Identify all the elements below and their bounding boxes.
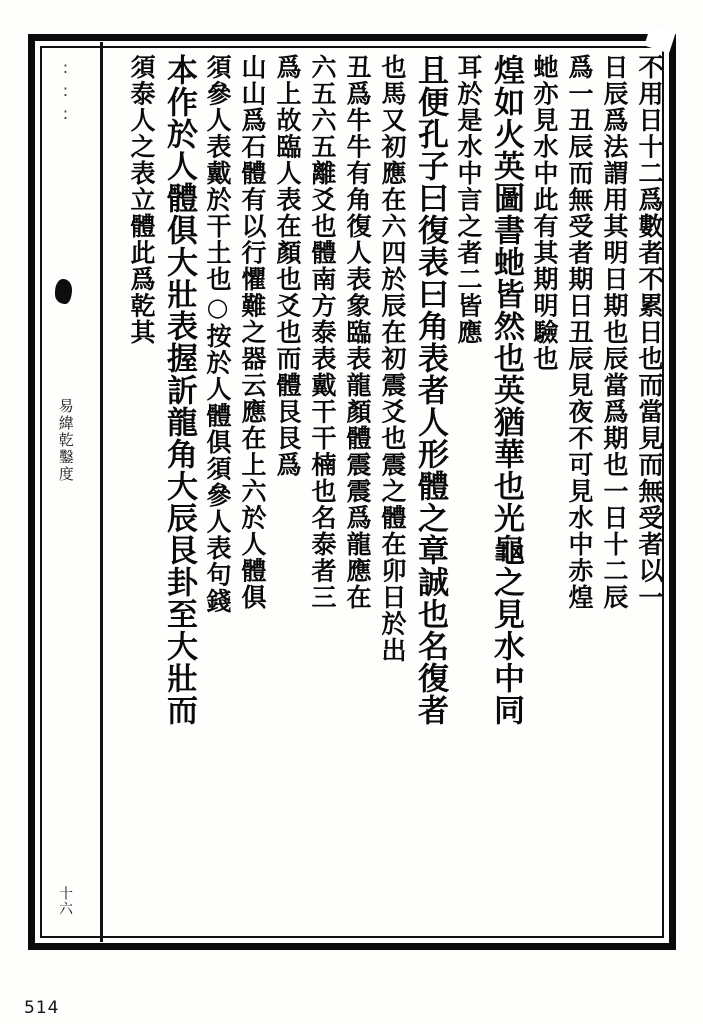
printed-page-number: 514 <box>24 998 60 1018</box>
text-column: 也馬又初應在六四於辰在初震爻也震之體在卯日於出 <box>378 54 407 664</box>
text-column: 不用日十二爲數者不累日也而當見而無受者以一 <box>635 54 664 611</box>
text-column: 丑爲牛牛有角復人表象臨表龍顏體震震爲龍應在 <box>343 54 372 611</box>
column-divider-rule <box>100 42 103 942</box>
text-column: 耳於是水中言之者二皆應 <box>454 54 483 346</box>
main-text-block <box>106 46 668 938</box>
ink-blot-mark <box>55 279 72 304</box>
text-column: 爲上故臨人表在顏也爻也而體艮艮爲 <box>273 54 302 478</box>
text-column: 日辰爲法謂用其明日期也辰當爲期也一日十二辰 <box>600 54 629 611</box>
text-column: 須泰人之表立體此爲乾其 <box>127 54 156 346</box>
text-column: 虵亦見水中此有其期明驗也 <box>530 54 559 372</box>
book-side-title: 易緯乾鑿度 <box>56 398 75 483</box>
margin-dot-marks: ∶∶∶ <box>55 60 76 129</box>
left-margin-column <box>36 46 94 938</box>
text-column: 須參人表戴於干土也○按於人體俱須參人表句錢 <box>203 54 232 615</box>
text-column: 且便孔子曰復表曰角表者人形體之章誠也名復者 <box>412 54 448 726</box>
text-column: 六五六五離爻也體南方泰表戴干干楠也名泰者三 <box>308 54 337 611</box>
text-column: 山山爲石體有以行懼難之器云應在上六於人體俱 <box>238 54 267 611</box>
text-column: 本作於人體俱大壯表握訢龍角大辰艮卦至大壯而 <box>161 54 197 726</box>
margin-page-label: 十六 <box>57 886 73 916</box>
text-column: 爲一丑辰而無受者期日丑辰見夜不可見水中赤煌 <box>565 54 594 611</box>
text-column: 煌如火英圖書虵皆然也英猶華也光龜之見水中同 <box>488 54 524 726</box>
